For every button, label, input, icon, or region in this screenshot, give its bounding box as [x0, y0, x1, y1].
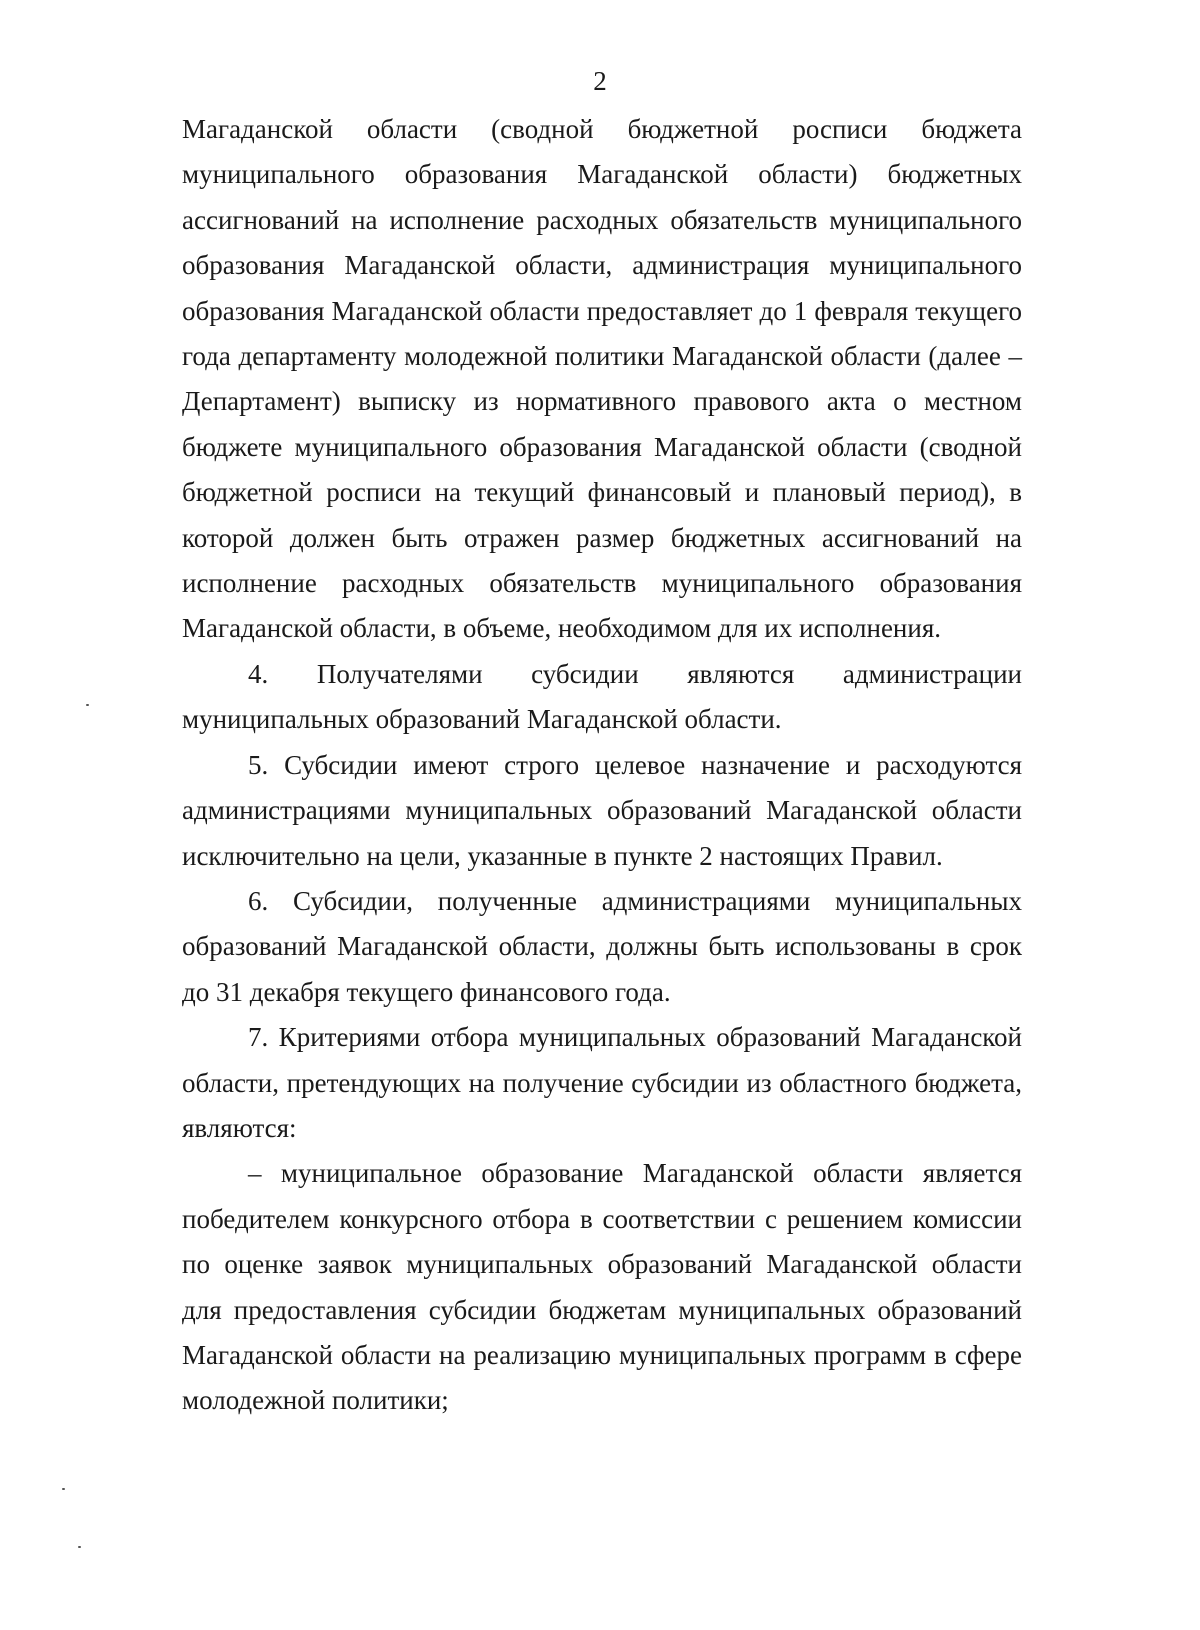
paragraph-item-4: 4. Получателями субсидии являются администрации муниципальных образований Магаданской области.: [182, 658, 1022, 735]
paragraph-criterion: – муниципальное образование Магаданской области является победителем конкурсного отбора в соответствии с решением комиссии по оценке заявок муниципальных образований Магаданской области для предоставления субсидии бюджетам муниципальных образований Магаданской области на реализацию муниципальных программ в сфере молодежной политики;: [182, 1158, 1022, 1416]
scan-speck: [78, 1546, 81, 1548]
page-number: 2: [593, 66, 607, 96]
scan-speck: [86, 704, 89, 706]
scan-speck: [62, 1488, 65, 1490]
paragraph-item-5: 5. Субсидии имеют строго целевое назначение и расходуются администрациями муниципальных образований Магаданской области исключительно на цели, указанные в пункте 2 настоящих Правил.: [182, 749, 1022, 871]
paragraph-continuation: Магаданской области (сводной бюджетной росписи бюджета муниципального образования Магаданской области) бюджетных ассигнований на исполнение расходных обязательств муниципального образования Магаданской области, администрация муниципального образования Магаданской области предоставляет до 1 февраля текущего года департаменту молодежной политики Магаданской области (далее – Департамент) выписку из нормативного правового акта о местном бюджете муниципального образования Магаданской области (сводной бюджетной росписи на текущий финансовый и плановый период), в которой должен быть отражен размер бюджетных ассигнований на исполнение расходных обязательств муниципального образования Магаданской области, в объеме, необходимом для их исполнения.: [182, 114, 1022, 644]
document-body: [182, 107, 1022, 1424]
paragraph-item-6: 6. Субсидии, полученные администрациями муниципальных образований Магаданской области, должны быть использованы в срок до 31 декабря текущего финансового года.: [182, 885, 1022, 1007]
paragraph-item-7: 7. Критериями отбора муниципальных образований Магаданской области, претендующих на получение субсидии из областного бюджета, являются:: [182, 1022, 1022, 1143]
